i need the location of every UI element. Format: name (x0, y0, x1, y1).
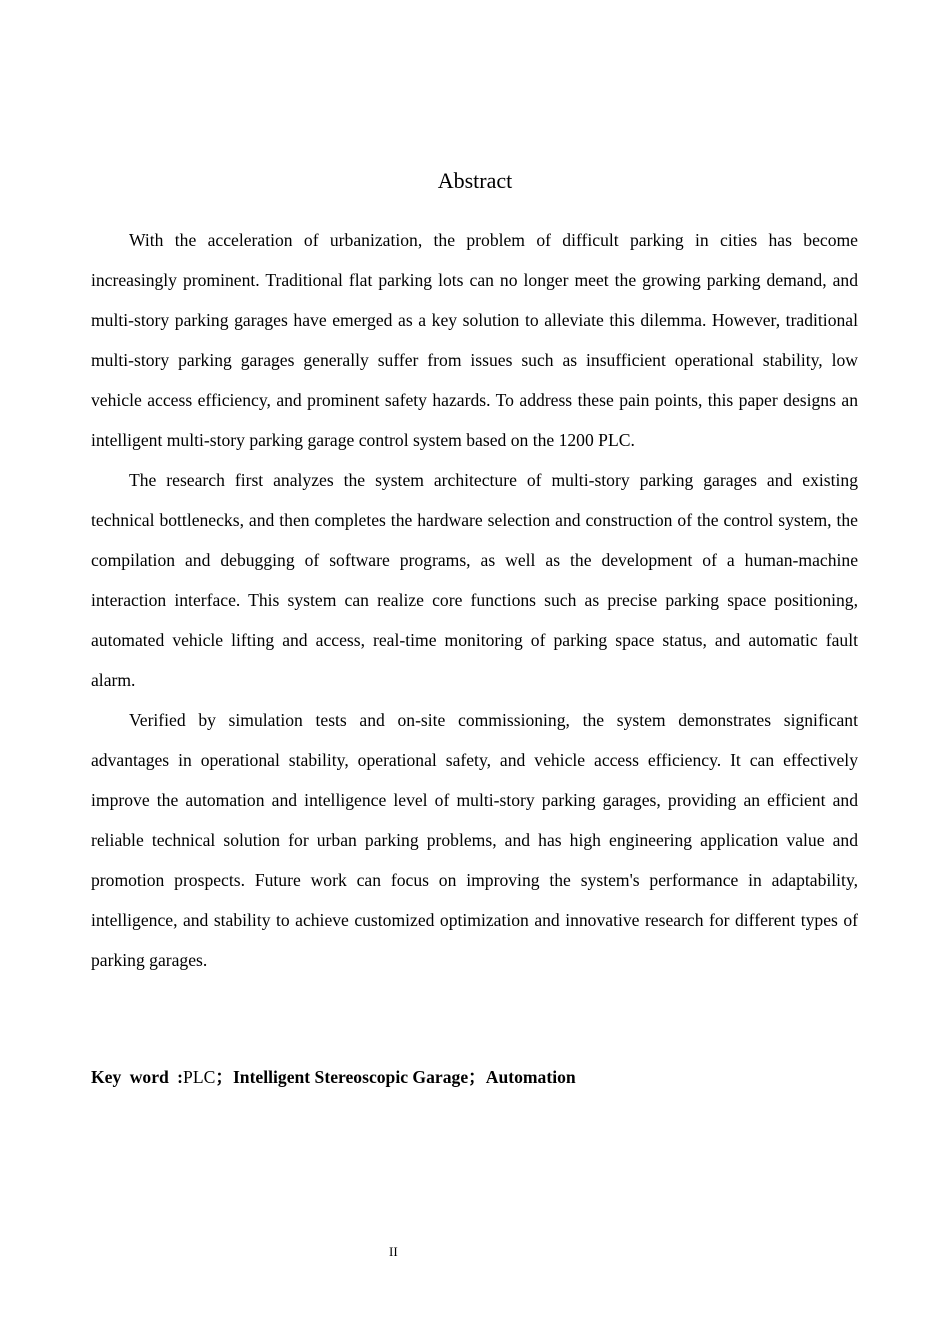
keyword-automation: Automation (485, 1067, 576, 1087)
keyword-separator: ； (468, 1067, 486, 1087)
abstract-title: Abstract (437, 168, 513, 193)
abstract-body (91, 220, 858, 980)
keywords-line (91, 1062, 576, 1092)
abstract-paragraph-1: With the acceleration of urbanization, the problem of difficult parking in cities has become increasingly prominent. Traditional flat parking lots can no longer meet the growing parking demand, and multi-story parking garages have emerged as a key solution to alleviate this dilemma. However, traditional multi-story parking garages generally suffer from issues such as insufficient operational stability, low vehicle access efficiency, and prominent safety hazards. To address these pain points, this paper designs an intelligent multi-story parking garage control system based on the 1200 PLC. (91, 230, 858, 450)
keyword-intelligent-stereoscopic-garage: Intelligent Stereoscopic Garage (232, 1067, 469, 1087)
page-number: II (389, 1244, 398, 1259)
abstract-paragraph-3: Verified by simulation tests and on-site commissioning, the system demonstrates significant advantages in operational stability, operational safety, and vehicle access efficiency. It can effectively improve the automation and intelligence level of multi-story parking garages, providing an efficient and reliable technical solution for urban parking problems, and has high engineering application value and promotion prospects. Future work can focus on improving the system's performance in adaptability, intelligence, and stability to achieve customized optimization and innovative research for different types of parking garages. (91, 710, 858, 970)
abstract-paragraph-2: The research first analyzes the system architecture of multi-story parking garages and existing technical bottlenecks, and then completes the hardware selection and construction of the control system, the compilation and debugging of software programs, as well as the development of a human-machine interaction interface. This system can realize core functions such as precise parking space positioning, automated vehicle lifting and access, real-time monitoring of parking space status, and automatic fault alarm. (91, 470, 858, 690)
keyword-separator: ； (215, 1067, 233, 1087)
keywords-label: Key word : (91, 1067, 184, 1087)
keyword-plc: PLC (183, 1067, 216, 1087)
